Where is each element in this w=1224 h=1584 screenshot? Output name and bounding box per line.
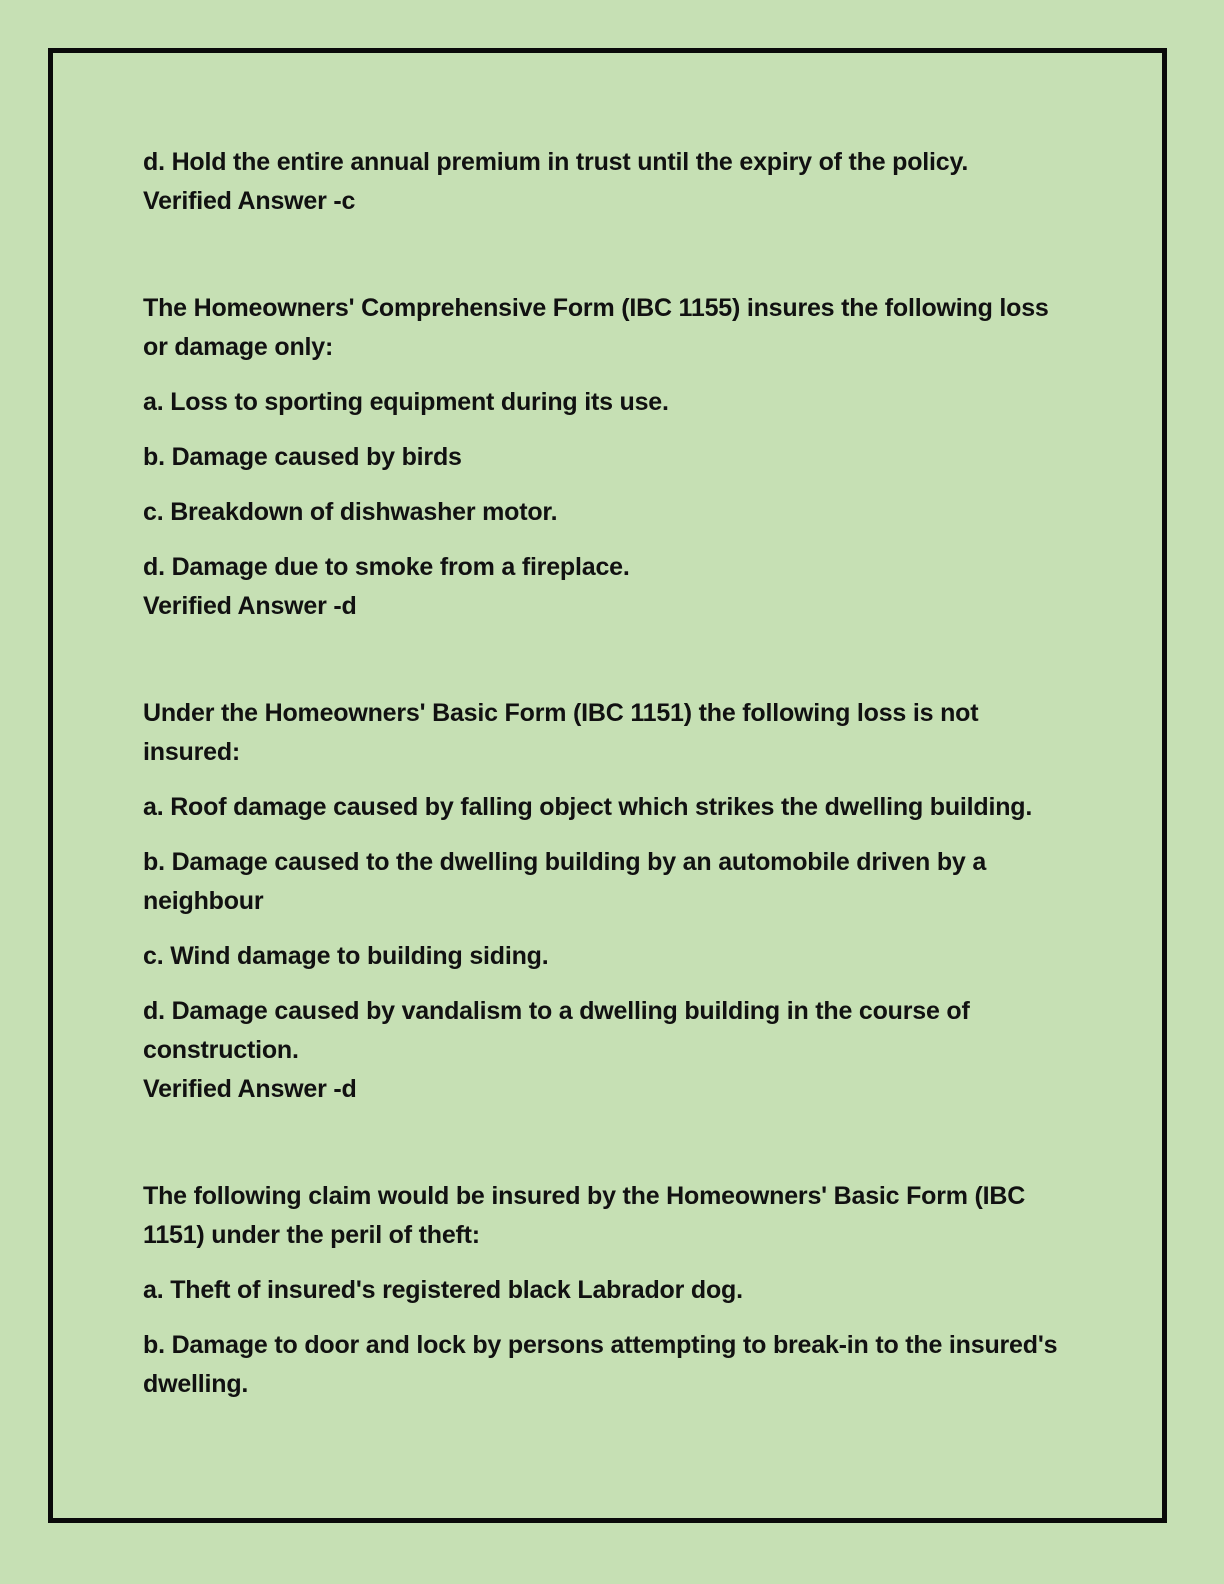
option-d: d. Damage due to smoke from a fireplace. [143, 553, 630, 581]
option-a: a. Loss to sporting equipment during its use. [143, 388, 669, 416]
option-d-text: d. Hold the entire annual premium in trust until the expiry of the policy. [143, 148, 969, 176]
option-b: b. Damage caused to the dwelling building by an automobile driven by a neighbour [143, 848, 987, 915]
question-block [143, 289, 1073, 626]
verified-answer: Verified Answer -c [143, 187, 356, 215]
question-block [143, 1177, 1073, 1404]
option-c: c. Wind damage to building siding. [143, 942, 549, 970]
option-c: c. Breakdown of dishwasher motor. [143, 498, 558, 526]
option-b: b. Damage caused by birds [143, 443, 462, 471]
question-stem: The following claim would be insured by the Homeowners' Basic Form (IBC 1151) under the peril of theft: [143, 1182, 1026, 1249]
question-stem: The Homeowners' Comprehensive Form (IBC 1155) insures the following loss or damage only: [143, 294, 1049, 361]
question-stem: Under the Homeowners' Basic Form (IBC 1151) the following loss is not insured: [143, 699, 979, 766]
question-block [143, 694, 1073, 1109]
verified-answer: Verified Answer -d [143, 592, 357, 620]
option-a: a. Theft of insured's registered black Labrador dog. [143, 1276, 743, 1304]
option-d: d. Damage caused by vandalism to a dwelling building in the course of construction. [143, 997, 970, 1064]
option-a: a. Roof damage caused by falling object which strikes the dwelling building. [143, 793, 1033, 821]
option-b: b. Damage to door and lock by persons attempting to break-in to the insured's dwelling. [143, 1331, 1058, 1398]
document-body [143, 143, 1073, 1404]
verified-answer: Verified Answer -d [143, 1075, 357, 1103]
